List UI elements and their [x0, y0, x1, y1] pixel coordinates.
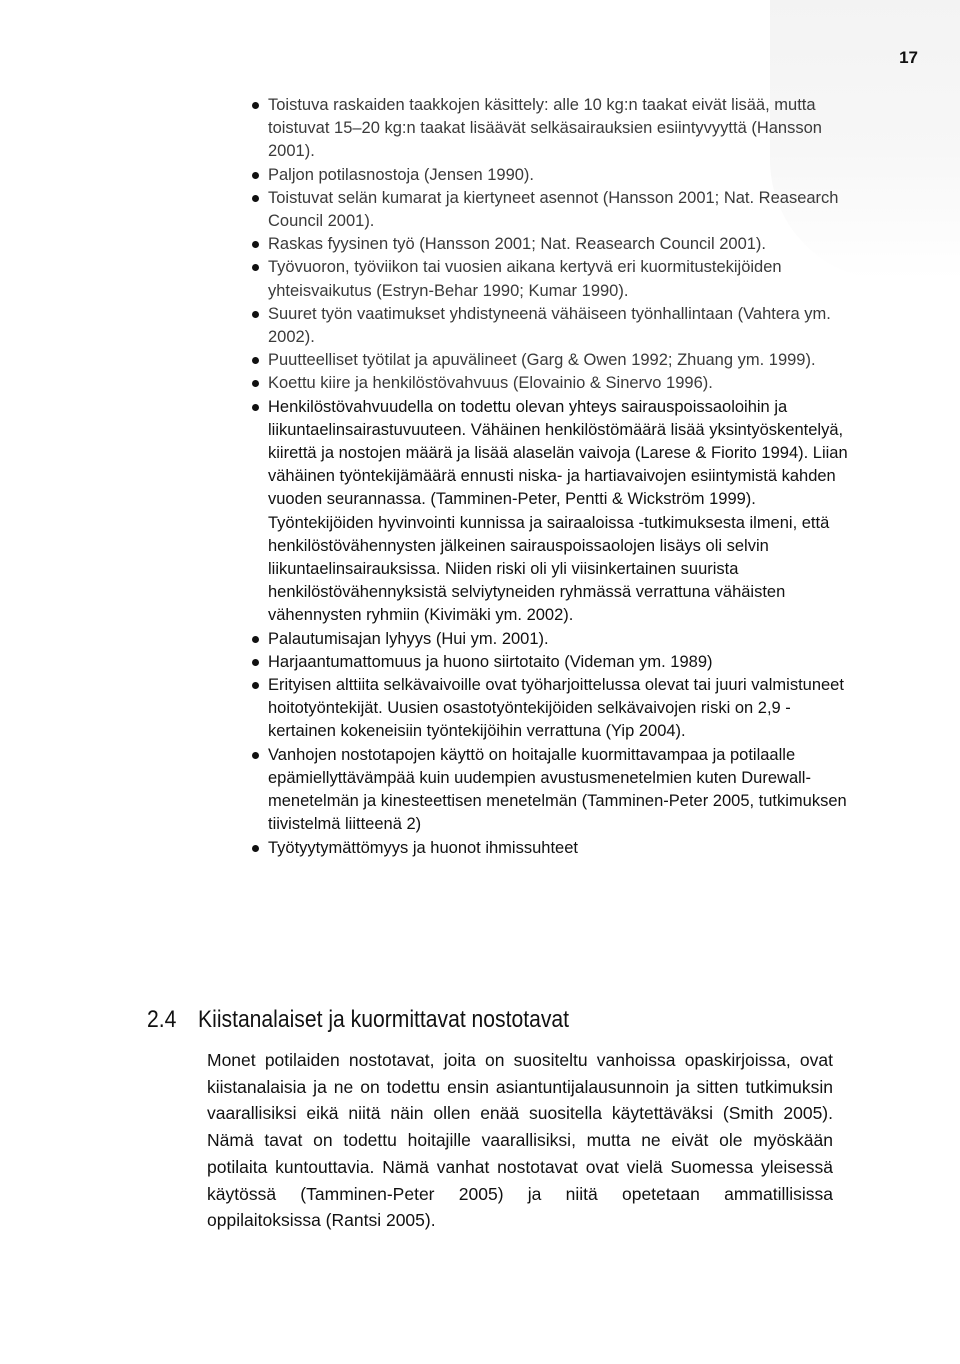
- list-item: Palautumisajan lyhyys (Hui ym. 2001).: [250, 628, 850, 651]
- section-title: Kiistanalaiset ja kuormittavat nostotavat: [198, 1006, 570, 1033]
- list-item: Toistuvat selän kumarat ja kiertyneet asennot (Hansson 2001; Nat. Reasearch Council 2001).: [250, 187, 850, 233]
- list-item: Raskas fyysinen työ (Hansson 2001; Nat. Reasearch Council 2001).: [250, 233, 850, 256]
- list-item: Työtyytymättömyys ja huonot ihmissuhteet: [250, 837, 850, 860]
- list-item: Toistuva raskaiden taakkojen käsittely: alle 10 kg:n taakat eivät lisää, mutta toistuvat 15–20 kg:n taakat lisäävät selkäsairauksien esiintyvyyttä (Hansson 2001).: [250, 94, 850, 164]
- list-item: Puutteelliset työtilat ja apuvälineet (Garg & Owen 1992; Zhuang ym. 1999).: [250, 349, 850, 372]
- risk-factor-list: [250, 94, 850, 860]
- list-item: Paljon potilasnostoja (Jensen 1990).: [250, 164, 850, 187]
- list-item: Henkilöstövahvuudella on todettu olevan yhteys sairauspoissaoloihin ja liikuntaelinsairastuvuuteen. Vähäinen henkilöstömäärä lisää yksintyöskentelyä, kiirettä ja nostojen määrä ja lisää alaselän vaivoja (Larese & Fiorito 1994). Liian vähäinen työntekijämäärä ennusti niska- ja hartiavaivojen esiintymistä kahden vuoden seurannassa. (Tamminen-Peter, Pentti & Wickström 1999). Työntekijöiden hyvinvointi kunnissa ja sairaaloissa -tutkimuksesta ilmeni, että henkilöstövähennysten jälkeinen sairauspoissaolojen lisäys oli selvin liikuntaelinsairauksissa. Niiden riski oli yli viisinkertainen suurista henkilöstövähennyksistä selviytyneiden ryhmässä verrattuna vähäisten vähennysten ryhmiin (Kivimäki ym. 2002).: [250, 396, 850, 628]
- list-item: Työvuoron, työviikon tai vuosien aikana kertyvä eri kuormitustekijöiden yhteisvaikutus (Estryn-Behar 1990; Kumar 1990).: [250, 256, 850, 302]
- section-number: 2.4: [147, 1006, 177, 1033]
- list-item: Suuret työn vaatimukset yhdistyneenä vähäiseen työnhallintaan (Vahtera ym. 2002).: [250, 303, 850, 349]
- section-paragraph: Monet potilaiden nostotavat, joita on suositeltu vanhoissa opaskirjoissa, ovat kiistanalaisia ja ne on todettu ensin asiantuntijalausunnoin ja sitten tutkimuksin vaarallisiksi eikä niitä näin ollen enää suositella käytettäväksi (Smith 2005). Nämä tavat on todettu hoitajille vaarallisiksi, mutta ne eivät ole myöskään potilaita kuntouttavia. Nämä vanhat nostotavat ovat vielä Suomessa yleisessä käytössä (Tamminen-Peter 2005) ja niitä opetetaan ammatillisissa oppilaitoksissa (Rantsi 2005).: [207, 1050, 833, 1231]
- list-item: Erityisen alttiita selkävaivoille ovat työharjoittelussa olevat tai juuri valmistuneet hoitotyöntekijät. Uusien osastotyöntekijöiden selkävaivojen riski on 2,9 -kertainen kokeneisiin työntekijöihin verrattuna (Yip 2004).: [250, 674, 850, 744]
- list-item: Harjaantumattomuus ja huono siirtotaito (Videman ym. 1989): [250, 651, 850, 674]
- section-heading: [147, 1006, 569, 1034]
- list-item: Vanhojen nostotapojen käyttö on hoitajalle kuormittavampaa ja potilaalle epämiellyttävämpää kuin uudempien avustusmenetelmien kuten Durewall-menetelmän ja kinesteettisen menetelmän (Tamminen-Peter 2005, tutkimuksen tiivistelmä liitteenä 2): [250, 744, 850, 837]
- list-item: Koettu kiire ja henkilöstövahvuus (Elovainio & Sinervo 1996).: [250, 372, 850, 395]
- page-number: 17: [899, 48, 918, 67]
